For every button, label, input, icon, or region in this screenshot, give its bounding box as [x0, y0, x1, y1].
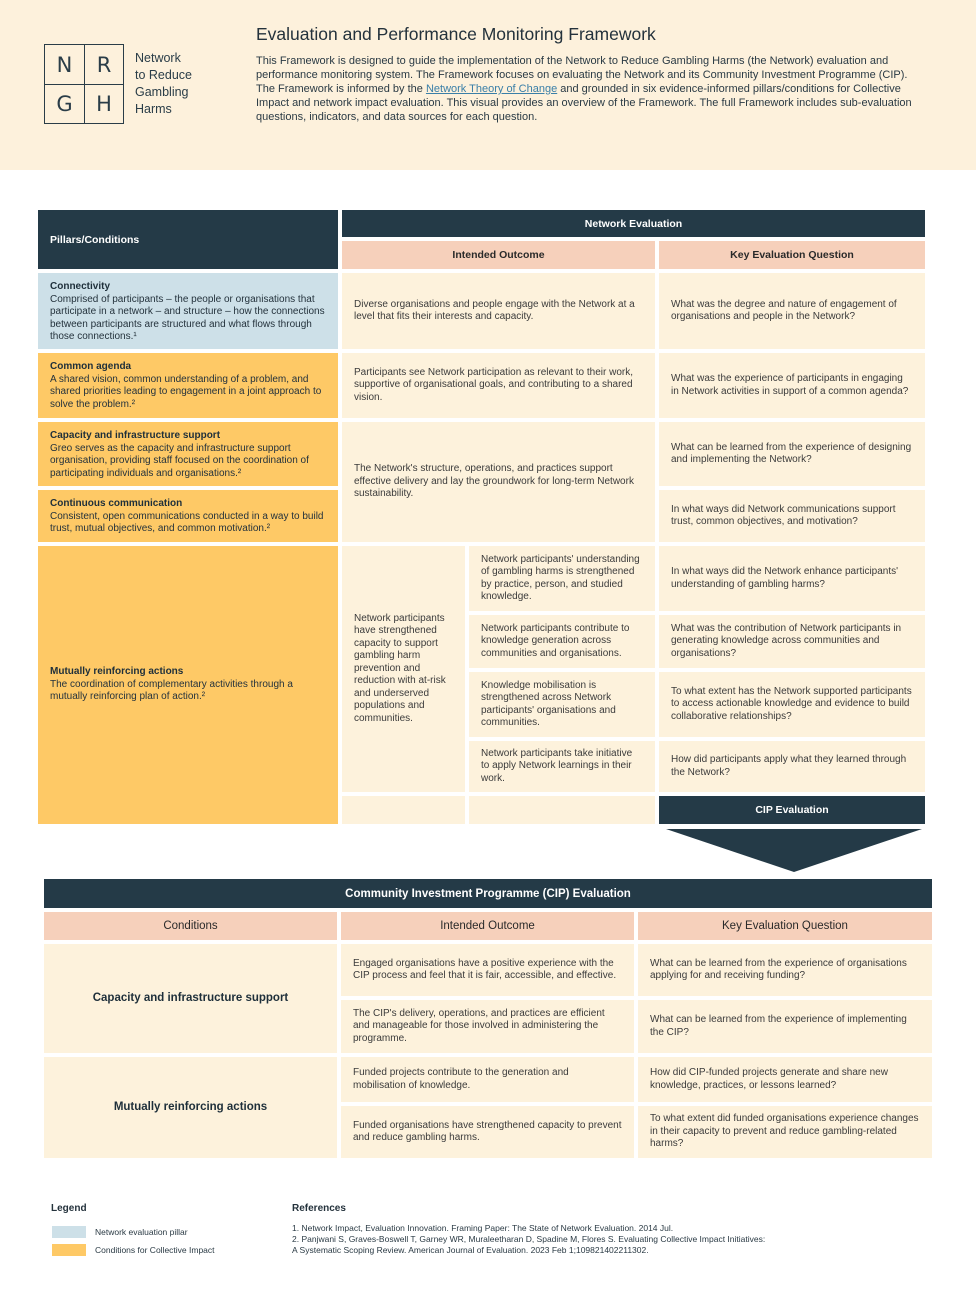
legend-label: Conditions for Collective Impact: [95, 1245, 215, 1255]
sub-outcome-cell: Network participants take initiative to apply Network learnings in their work.: [469, 741, 655, 792]
cip-outcome-cell: Engaged organisations have a positive experience with the CIP process and feel that it is fair, accessible, and effective.: [341, 944, 634, 996]
empty-cell: [342, 796, 465, 824]
cip-question-cell: What can be learned from the experience of implementing the CIP?: [638, 1000, 932, 1053]
question-cell: In what ways did the Network enhance participants' understanding of gambling harms?: [659, 546, 925, 611]
pillar-name: Common agenda: [50, 361, 132, 372]
outcome-cell: Network participants have strengthened capacity to support gambling harm prevention and reduction with at-risk and underserved populations and communities.: [342, 546, 465, 792]
intro-paragraph: This Framework is designed to guide the implementation of the Network to Reduce Gambling Harms (the Network) evaluation and performance monitoring system. The Framework focuses on evaluating the Network and its Community Investment Programme (CIP).: [256, 55, 908, 81]
references-title: References: [292, 1203, 346, 1214]
cip-outcome-cell: Funded projects contribute to the generation and mobilisation of knowledge.: [341, 1057, 634, 1102]
empty-cell: [469, 796, 655, 824]
legend-swatch-yellow: [52, 1244, 86, 1256]
intro-paragraph: [256, 82, 916, 124]
sub-outcome-cell: Network participants contribute to knowledge generation across communities and organisations.: [469, 615, 655, 668]
question-cell: What can be learned from the experience of designing and implementing the Network?: [659, 422, 925, 486]
logo-letter: R: [84, 45, 123, 84]
logo-line: Gambling: [135, 85, 189, 99]
cip-question-cell: How did CIP-funded projects generate and share new knowledge, practices, or lessons learned?: [638, 1057, 932, 1102]
pillar-name: Continuous communication: [50, 498, 183, 509]
question-cell: What was the experience of participants in engaging in Network activities in support of a common agenda?: [659, 353, 925, 418]
reference-item: 2. Panjwani S, Graves-Boswell T, Garney WR, Muraleetharan D, Spadine M, Flores S. Evaluating Collective Impact Initiatives: A Systematic Scoping Review. American Journal of Evaluation. 2023 Feb 1;109821402211302.: [292, 1234, 766, 1255]
pillar-connectivity: [38, 273, 338, 349]
pillar-common-agenda: [38, 353, 338, 418]
key-question-header: Key Evaluation Question: [659, 241, 925, 269]
logo-letter: N: [56, 52, 73, 77]
logo-line: to Reduce: [135, 68, 192, 82]
intro-text: [256, 54, 916, 124]
logo-wordmark: [135, 50, 192, 118]
cip-outcome-cell: The CIP's delivery, operations, and practices are efficient and manageable for those involved in administering the programme.: [341, 1000, 634, 1053]
pillar-continuous-communication: [38, 490, 338, 542]
pillar-description: Consistent, open communications conducted in a way to build trust, mutual objectives, and common motivation.²: [50, 510, 324, 534]
logo-line: Network: [135, 51, 181, 65]
nrgh-logo: [44, 44, 124, 124]
outcome-cell: Diverse organisations and people engage with the Network at a level that fits their interests and capacity.: [342, 273, 655, 349]
logo-letter: G: [45, 84, 84, 123]
pillar-mutually-reinforcing: [38, 546, 338, 824]
legend-label: Network evaluation pillar: [95, 1227, 188, 1237]
pillar-name: Mutually reinforcing actions: [50, 666, 184, 678]
pillars-header: Pillars/Conditions: [38, 210, 338, 269]
question-cell: What was the contribution of Network participants in generating knowledge across communities and organisations?: [659, 615, 925, 668]
question-cell: How did participants apply what they learned through the Network?: [659, 741, 925, 792]
pillar-capacity-infrastructure: [38, 422, 338, 486]
cip-title: Community Investment Programme (CIP) Evaluation: [44, 879, 932, 908]
intro-text-after-link: and grounded in six evidence-informed pillars/conditions for Collective Impact and network impact evaluation. This visual provides an overview of the Framework. The full Framework includes sub-evaluation questions, indicators, and data sources for each question.: [256, 83, 912, 123]
cip-condition-mutually-reinforcing: Mutually reinforcing actions: [44, 1057, 337, 1158]
legend-swatch-blue: [52, 1226, 86, 1238]
cip-outcome-cell: Funded organisations have strengthened capacity to prevent and reduce gambling harms.: [341, 1106, 634, 1158]
pillar-name: Capacity and infrastructure support: [50, 430, 221, 441]
logo-line: Harms: [135, 102, 172, 116]
question-cell: To what extent has the Network supported participants to access actionable knowledge and evidence to build collaborative relationships?: [659, 672, 925, 737]
page-title: Evaluation and Performance Monitoring Framework: [256, 24, 656, 44]
intended-outcome-header: Intended Outcome: [342, 241, 655, 269]
logo-letter: H: [84, 84, 123, 123]
outcome-cell: Participants see Network participation as relevant to their work, supportive of organisational goals, and contributing to a shared vision.: [342, 353, 655, 418]
conditions-header: Conditions: [44, 912, 337, 940]
question-cell: What was the degree and nature of engagement of organisations and people in the Network?: [659, 273, 925, 349]
pillar-description: Greo serves as the capacity and infrastructure support organisation, providing staff focused on the coordination of participating individuals and organisations.²: [50, 442, 309, 479]
cip-question-header: Key Evaluation Question: [638, 912, 932, 940]
cip-question-cell: What can be learned from the experience of organisations applying for and receiving funding?: [638, 944, 932, 996]
cip-outcome-header: Intended Outcome: [341, 912, 634, 940]
cip-evaluation-tab: CIP Evaluation: [659, 796, 925, 824]
reference-item: 1. Network Impact, Evaluation Innovation. Framing Paper: The State of Network Evaluation. 2014 Jul.: [292, 1223, 674, 1233]
question-cell: In what ways did Network communications support trust, common objectives, and motivation?: [659, 490, 925, 542]
cip-condition-capacity: Capacity and infrastructure support: [44, 944, 337, 1053]
cip-question-cell: To what extent did funded organisations experience changes in their capacity to prevent and reduce gambling-related harms?: [638, 1106, 932, 1158]
pillar-description: Comprised of participants – the people or organisations that participate in a network – and structure – how the connections between participants are structured and what flows through those connections.¹: [50, 293, 325, 342]
network-evaluation-header: Network Evaluation: [342, 210, 925, 237]
legend-title: Legend: [51, 1203, 87, 1214]
sub-outcome-cell: Knowledge mobilisation is strengthened across Network participants' organisations and communities.: [469, 672, 655, 737]
sub-outcome-cell: Network participants' understanding of gambling harms is strengthened by practice, person, and studied knowledge.: [469, 546, 655, 611]
outcome-cell: The Network's structure, operations, and practices support effective delivery and lay the groundwork for long-term Network sustainability.: [342, 422, 655, 542]
intro-text-before-link: The Framework is informed by the: [256, 83, 426, 95]
pillar-description: The coordination of complementary activities through a mutually reinforcing plan of action.²: [50, 678, 293, 703]
pillar-description: A shared vision, common understanding of a problem, and shared priorities leading to engagement in a joint approach to solve the problem.²: [50, 373, 322, 410]
pillar-name: Connectivity: [50, 281, 111, 292]
references-list: [292, 1223, 772, 1256]
down-arrow-icon: [666, 829, 922, 873]
theory-of-change-link[interactable]: Network Theory of Change: [425, 83, 558, 95]
